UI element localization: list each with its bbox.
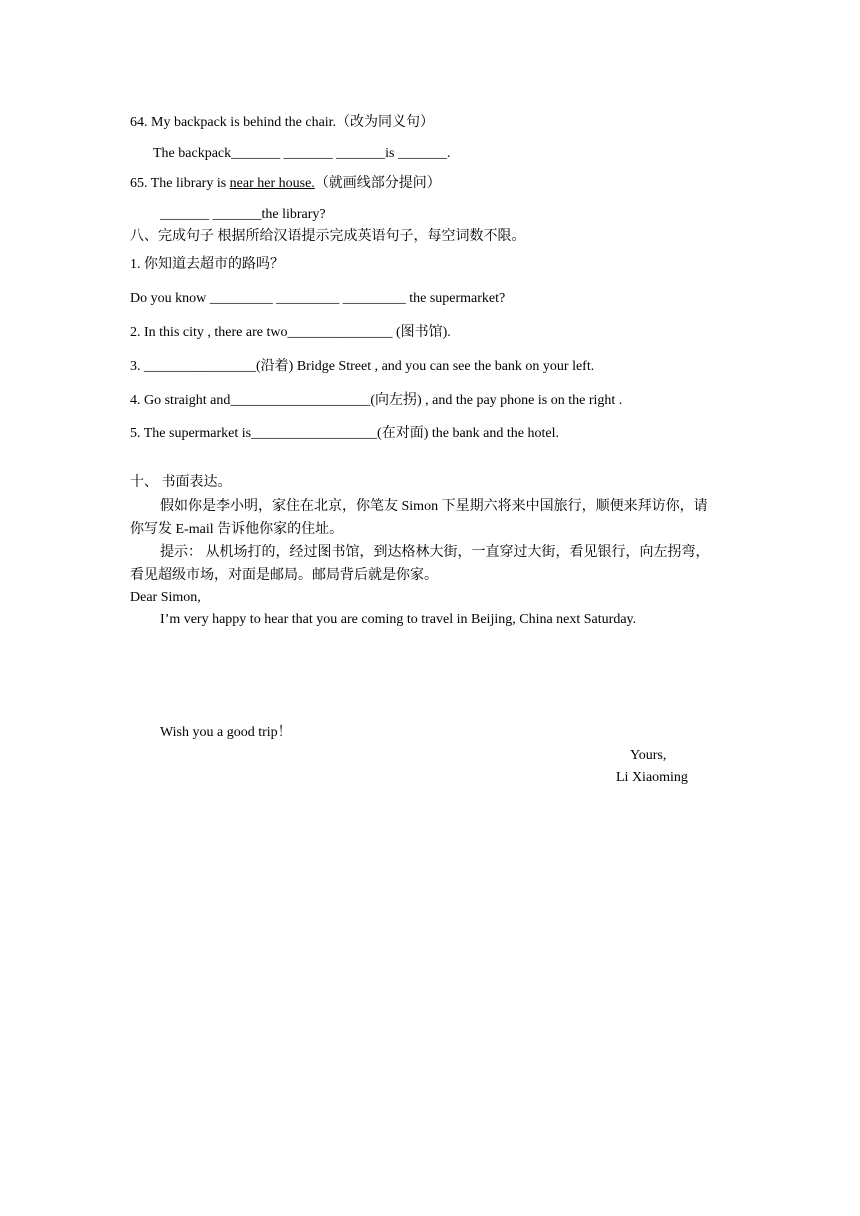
section-8-item-1-english: Do you know _________ _________ _________ the supermarket? [130, 291, 506, 306]
letter-signoff: Yours, [630, 748, 667, 763]
section-8-item-2: 2. In this city , there are two_______________ (图书馆). [130, 325, 451, 340]
section-8-item-4: 4. Go straight and____________________(向左拐) , and the pay phone is on the right . [130, 393, 623, 408]
letter-opening: I’m very happy to hear that you are coming to travel in Beijing, China next Saturday. [160, 612, 637, 627]
section-8-heading: 八、完成句子 根据所给汉语提示完成英语句子，每空词数不限。 [130, 229, 526, 244]
section-10-heading: 十、 书面表达。 [130, 475, 232, 490]
q65-underlined-phrase: near her house. [229, 176, 315, 191]
letter-closing: Wish you a good trip！ [160, 725, 292, 740]
section-8-item-3: 3. ________________(沿着) Bridge Street , and you can see the bank on your left. [130, 359, 595, 374]
q64-answer-line: The backpack_______ _______ _______is _______. [153, 146, 451, 161]
section-8-item-5: 5. The supermarket is__________________(在对面) the bank and the hotel. [130, 426, 559, 441]
task-line-2: 你写发 E-mail 告诉他你家的住址。 [130, 522, 344, 537]
q65-prompt-end: （就画线部分提问） [314, 176, 441, 191]
q64-prompt: 64. My backpack is behind the chair.（改为同义句） [130, 115, 435, 130]
hint-line-2: 看见超级市场，对面是邮局。邮局背后就是你家。 [130, 568, 438, 583]
hint-line-1: 提示： 从机场打的，经过图书馆，到达格林大街，一直穿过大街，看见银行，向左拐弯， [160, 545, 710, 560]
q65-prompt [130, 175, 441, 193]
section-8-item-1-chinese: 1. 你知道去超市的路吗？ [130, 257, 284, 272]
q65-prompt-start: 65. The library is [130, 176, 230, 191]
letter-greeting: Dear Simon, [130, 590, 201, 605]
task-line-1: 假如你是李小明，家住在北京，你笔友 Simon 下星期六将来中国旅行，顺便来拜访你，请 [160, 499, 708, 514]
q65-answer-line: _______ _______the library? [160, 207, 326, 222]
letter-signature: Li Xiaoming [616, 770, 688, 785]
